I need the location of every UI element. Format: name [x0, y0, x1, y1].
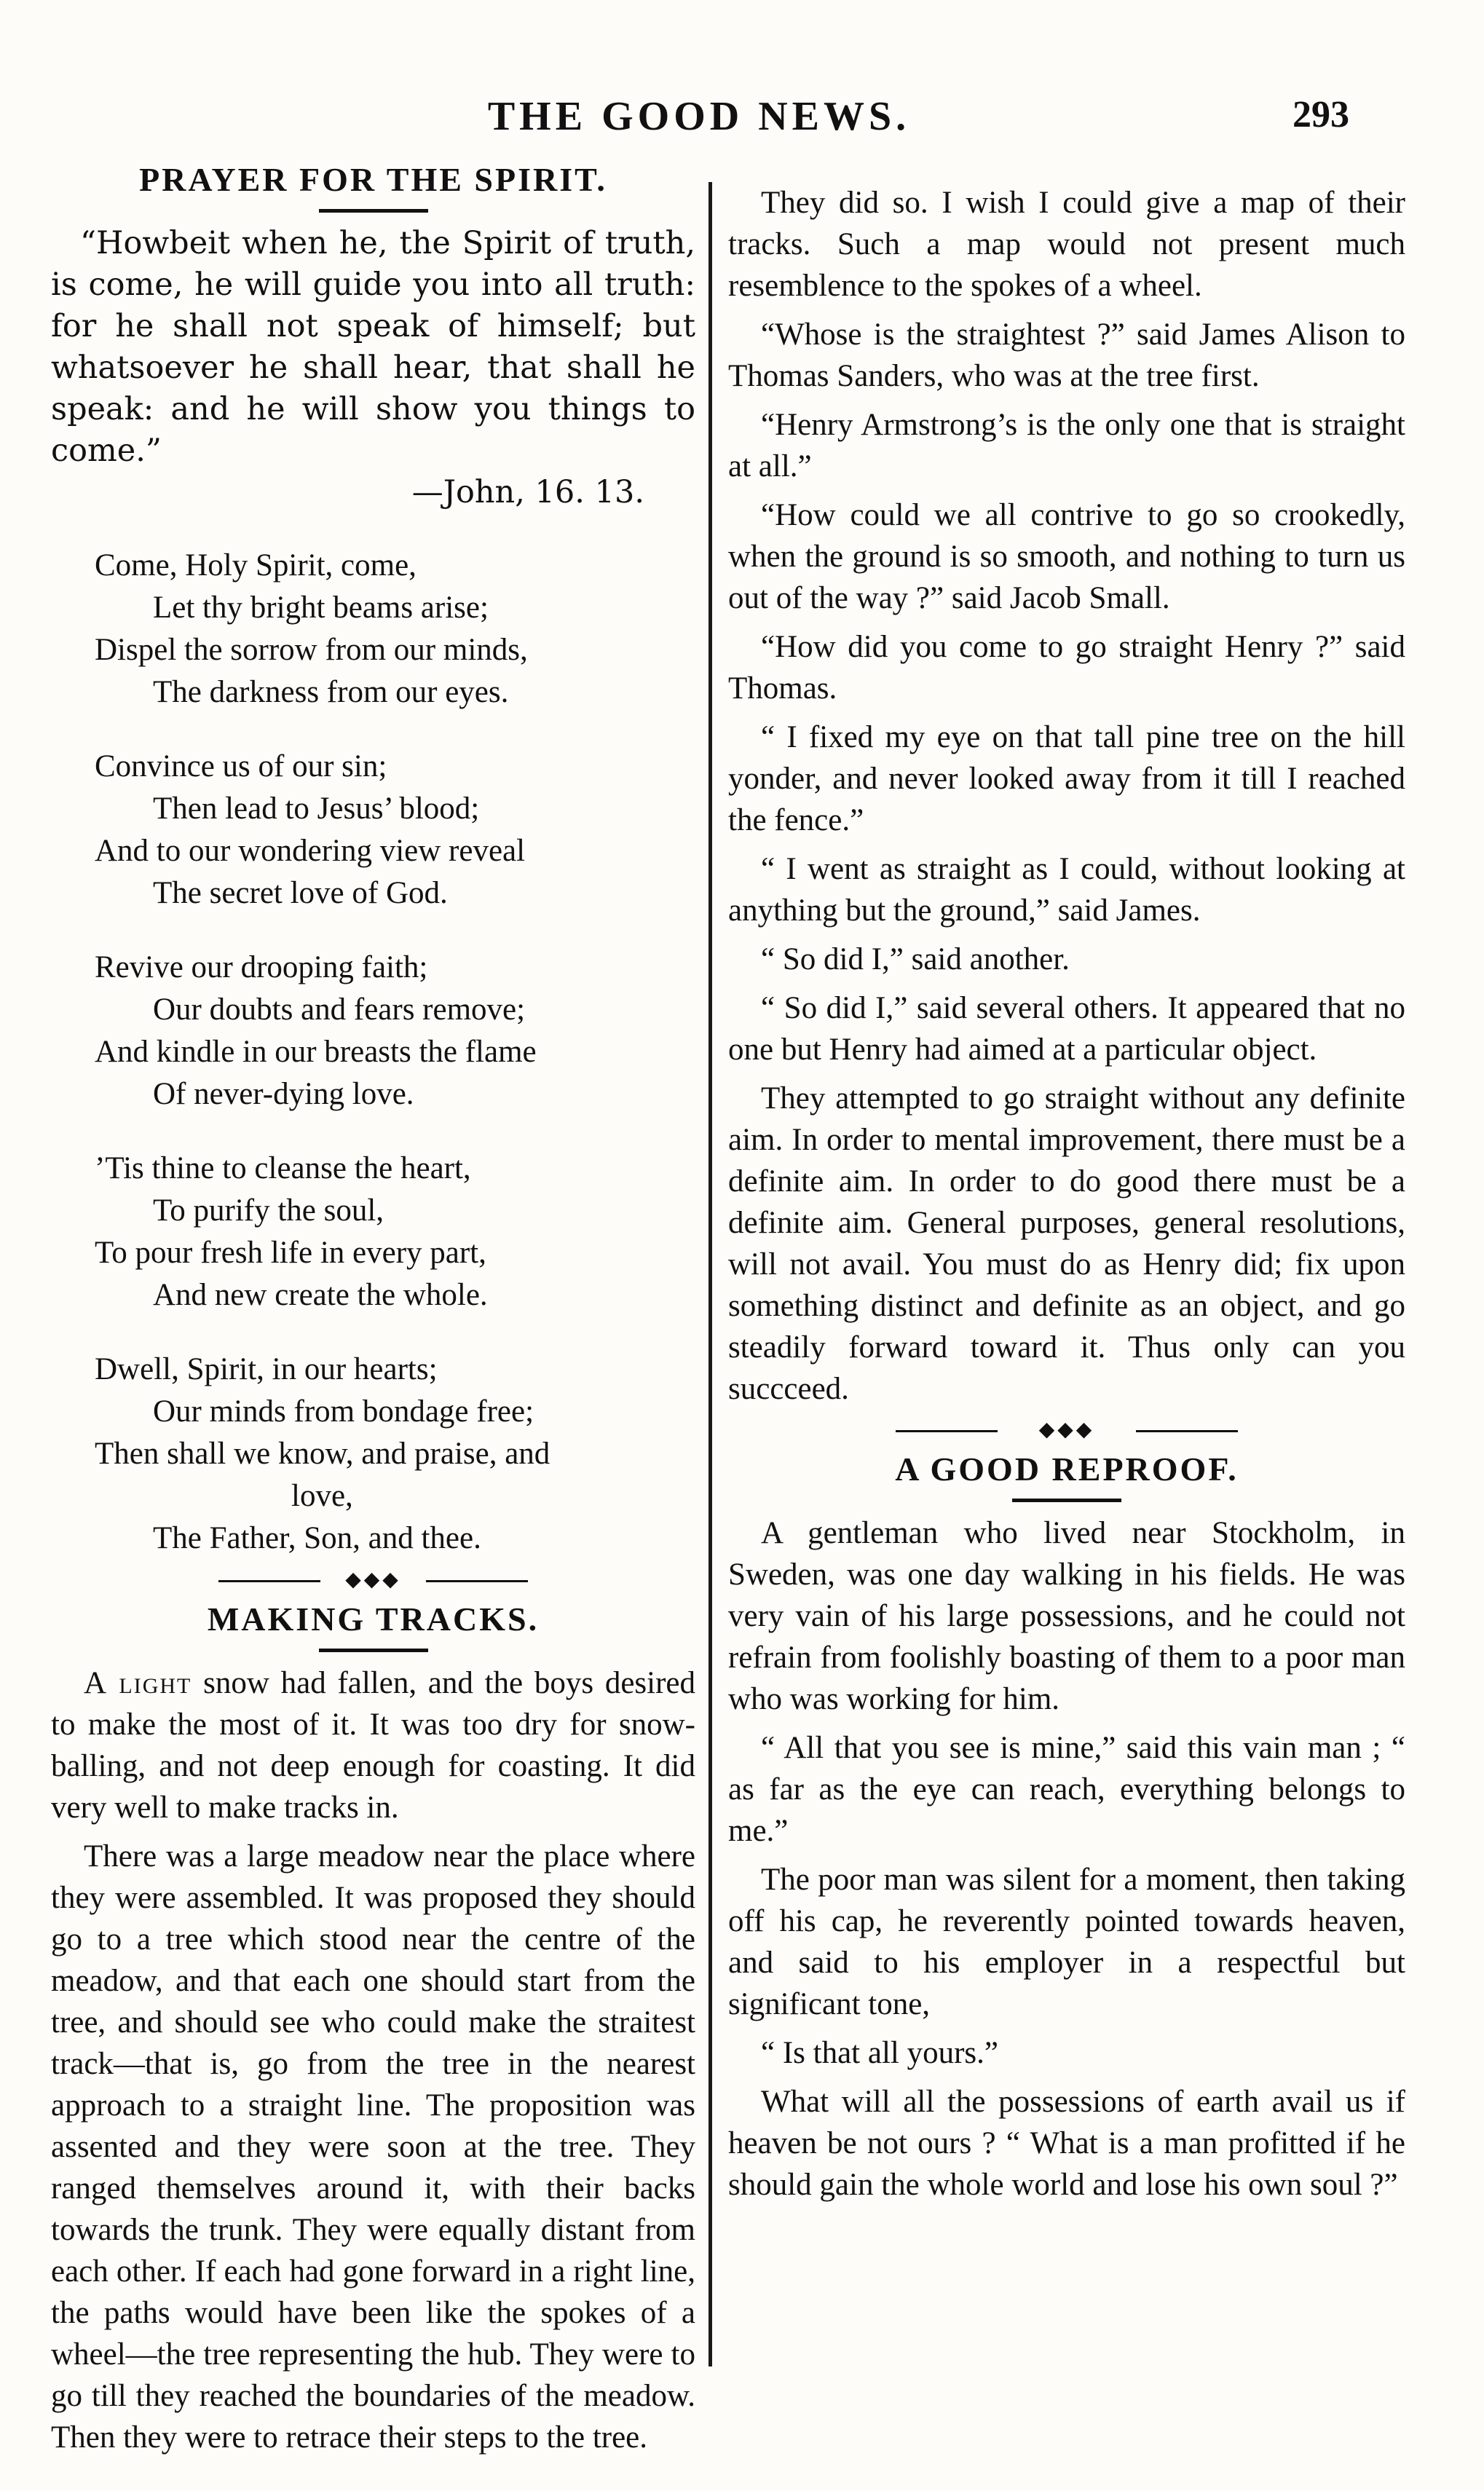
article-paragraph: “Henry Armstrong’s is the only one that is straight at all.” — [728, 408, 1405, 483]
good-reproof-title: A GOOD REPROOF. — [895, 1450, 1239, 1488]
hymn-line: Then lead to Jesus’ blood; — [153, 791, 480, 826]
hymn-line: And kindle in our breasts the flame — [95, 1035, 537, 1069]
article-paragraph: They attempted to go straight without any definite aim. In order to mental improvement, there must be a definite aim. In order to do good there must be a definite aim. General purposes, general resolutions, will not avail. You must do as Henry did; fix upon something distinct and definite as an object, and go steadily forward toward it. Thus only can you succceed. — [728, 1081, 1405, 1406]
section-ornament: ◆◆◆ — [728, 1417, 1405, 1441]
article-paragraph: “ Is that all yours.” — [761, 2036, 998, 2070]
hymn-line: The darkness from our eyes. — [153, 675, 509, 709]
paragraph-text: snow had fallen, and the boys desired to make the most of it. It was too dry for snow-balling, and not deep enough for coasting. It did very well to make tracks in. — [51, 1666, 696, 1825]
hymn-stanza-4 — [51, 1148, 695, 1316]
article-paragraph: “ So did I,” said another. — [761, 942, 1070, 976]
making-tracks-title: MAKING TRACKS. — [207, 1600, 540, 1638]
article-paragraph: “How could we all contrive to go so crookedly, when the ground is so smooth, and nothing to turn us out of the way ?” said Jacob Small. — [728, 498, 1405, 615]
hymn-line: Our minds from bondage free; — [153, 1394, 534, 1429]
hymn-line: The Father, Son, and thee. — [153, 1521, 481, 1555]
left-column — [51, 160, 695, 2466]
article-paragraph: What will all the possessions of earth avail us if heaven be not ours ? “ What is a man profitted if he should gain the whole world and lose his own soul ?” — [728, 2085, 1405, 2202]
hymn-stanza-3 — [51, 947, 695, 1116]
hymn-line: And to our wondering view reveal — [95, 834, 526, 868]
hymn-line: Dispel the sorrow from our minds, — [95, 633, 528, 667]
prayer-attribution: —John, 16. 13. — [411, 474, 644, 510]
hymn-line: Let thy bright beams arise; — [153, 591, 489, 625]
hymn-line: Convince us of our sin; — [95, 749, 387, 783]
article-paragraph — [51, 1662, 695, 1828]
article-paragraph: “ So did I,” said several others. It appeared that no one but Henry had aimed at a particular object. — [728, 991, 1405, 1067]
hymn-line: Come, Holy Spirit, come, — [95, 548, 417, 583]
hymn-line: And new create the whole. — [153, 1278, 488, 1312]
article-paragraph: A gentleman who lived near Stockholm, in Sweden, was one day walking in his fields. He was very vain of his large possessions, and he could not refrain from foolishly boasting of them to a poor man who was working for him. — [728, 1516, 1405, 1716]
article-paragraph: “ I went as straight as I could, without looking at anything but the ground,” said James. — [728, 852, 1405, 928]
hymn-line: Our doubts and fears remove; — [153, 992, 526, 1027]
hymn-stanza-5 — [51, 1349, 695, 1560]
title-rule — [319, 209, 428, 213]
article-paragraph: “How did you come to go straight Henry ?” said Thomas. — [728, 630, 1405, 706]
article-paragraph: There was a large meadow near the place where they were assembled. It was proposed they should go to a tree which stood near the centre of the meadow, and that each one should start from the tree, and should see who could make the straitest track—that is, go from the tree in the nearest approach to a straight line. The proposition was assented and they were soon at the tree. They ranged themselves around it, with their backs towards the trunk. They were equally distant from each other. If each had gone forward in a right line, the paths would have been like the spokes of a wheel—the tree representing the hub. They were to go till they reached the boundaries of the meadow. Then they were to retrace their steps to the tree. — [51, 1839, 695, 2455]
hymn-line: The secret love of God. — [153, 876, 448, 910]
hymn-line: Then shall we know, and praise, and — [95, 1437, 550, 1471]
page-number: 293 — [1292, 94, 1349, 135]
article-paragraph: The poor man was silent for a moment, then taking off his cap, he reverently pointed towards heaven, and said to his employer in a respectful but significant tone, — [728, 1863, 1405, 2021]
title-rule — [319, 1649, 428, 1652]
hymn-line: To purify the soul, — [153, 1193, 384, 1228]
hymn-line: ’Tis thine to cleanse the heart, — [95, 1151, 471, 1185]
right-column — [728, 182, 1405, 2213]
lead-words: A light — [84, 1666, 192, 1700]
section-ornament: ◆◆◆ — [51, 1567, 695, 1591]
article-paragraph: “ I fixed my eye on that tall pine tree on the hill yonder, and never looked away from it till I reached the fence.” — [728, 720, 1405, 837]
hymn-stanza-1 — [51, 545, 695, 714]
column-divider — [709, 182, 712, 2366]
hymn-stanza-2 — [51, 746, 695, 915]
prayer-epigraph: “Howbeit when he, the Spirit of truth, is come, he will guide you into all truth: for he shall not speak of himself; but whatsoever he shall hear, that shall he speak: and he will show you things to come.” — [51, 225, 695, 469]
page-header — [0, 87, 1484, 153]
hymn-line: To pour fresh life in every part, — [95, 1236, 486, 1270]
title-rule — [1012, 1499, 1121, 1502]
masthead: THE GOOD NEWS. — [487, 94, 911, 139]
hymn-line: Revive our drooping faith; — [95, 950, 428, 984]
article-paragraph: They did so. I wish I could give a map of their tracks. Such a map would not present much resemblence to the spokes of a wheel. — [728, 186, 1405, 303]
article-paragraph: “Whose is the straightest ?” said James Alison to Thomas Sanders, who was at the tree first. — [728, 317, 1405, 393]
prayer-title: PRAYER FOR THE SPIRIT. — [139, 161, 607, 198]
hymn-line: Of never-dying love. — [153, 1077, 414, 1111]
hymn-line: love, — [291, 1479, 353, 1513]
hymn-line: Dwell, Spirit, in our hearts; — [95, 1352, 438, 1386]
article-paragraph: “ All that you see is mine,” said this vain man ; “ as far as the eye can reach, everything belongs to me.” — [728, 1731, 1405, 1848]
